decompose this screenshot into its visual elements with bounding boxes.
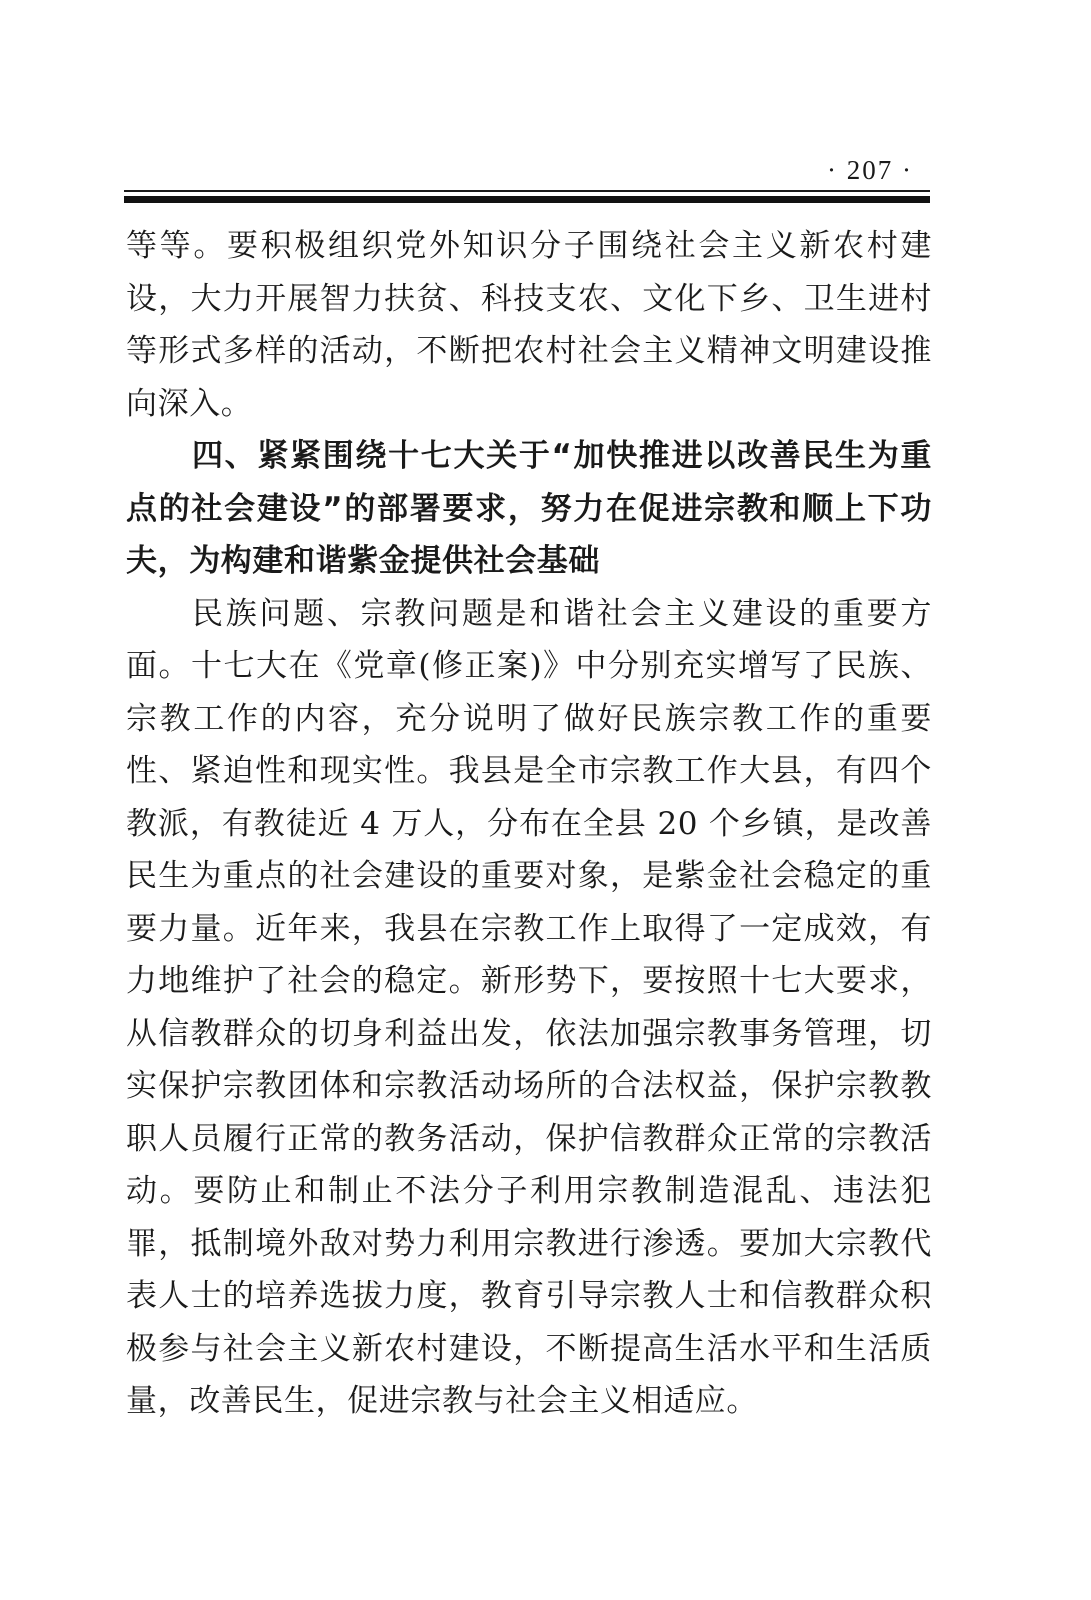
header-rule-thin <box>124 190 930 192</box>
paragraph-religion: 民族问题、宗教问题是和谐社会主义建设的重要方面。十七大在《党章(修正案)》中分别充实增写了民族、宗教工作的内容，充分说明了做好民族宗教工作的重要性、紧迫性和现实性。我县是全市宗教工作大县，有四个教派，有教徒近 4 万人，分布在全县 20 个乡镇，是改善民生为重点的社会建设的重要对象，是紫金社会稳定的重要力量。近年来，我县在宗教工作上取得了一定成效，有力地维护了社会的稳定。新形势下，要按照十七大要求，从信教群众的切身利益出发，依法加强宗教事务管理，切实保护宗教团体和宗教活动场所的合法权益，保护宗教教职人员履行正常的教务活动，保护信教群众正常的宗教活动。要防止和制止不法分子利用宗教制造混乱、违法犯罪，抵制境外敌对势力利用宗教进行渗透。要加大宗教代表人士的培养选拔力度，教育引导宗教人士和信教群众积极参与社会主义新农村建设，不断提高生活水平和生活质量，改善民生，促进宗教与社会主义相适应。 <box>126 595 932 1419</box>
section-heading: 四、紧紧围绕十七大关于“加快推进以改善民生为重点的社会建设”的部署要求，努力在促进宗教和顺上下功夫，为构建和谐紫金提供社会基础 <box>126 438 932 579</box>
body-text <box>126 220 932 1428</box>
page-number: · 207 · <box>827 155 913 185</box>
paragraph-continuation: 等等。要积极组织党外知识分子围绕社会主义新农村建设，大力开展智力扶贫、科技支农、文化下乡、卫生进村等形式多样的活动，不断把农村社会主义精神文明建设推向深入。 <box>126 228 932 422</box>
header-rule-thick <box>124 196 930 203</box>
